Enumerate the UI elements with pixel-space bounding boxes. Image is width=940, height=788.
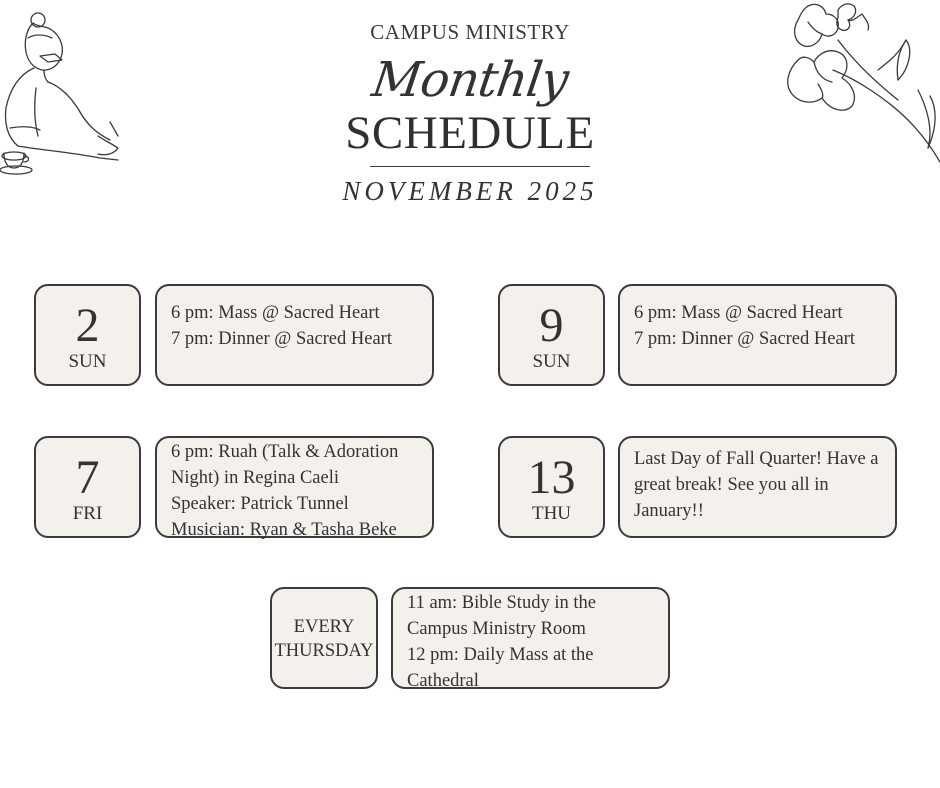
script-title: Monthly [368, 52, 572, 108]
recurring-label-box [270, 587, 378, 689]
event-day-of-week: SUN [532, 351, 571, 372]
event-date-number: 7 [75, 451, 100, 504]
event-detail-line: 6 pm: Ruah (Talk & Adoration Night) in Regina Caeli [171, 442, 399, 488]
event-detail-line: Last Day of Fall Quarter! Have a great break! See you all in January!! [634, 449, 879, 521]
organization-name: CAMPUS MINISTRY [370, 20, 570, 44]
recurring-label-line: EVERY [293, 617, 355, 637]
event-day-of-week: SUN [68, 351, 107, 372]
event-details-box [618, 436, 897, 538]
event-detail-line: 6 pm: Mass @ Sacred Heart [171, 303, 380, 323]
event-detail-line: 7 pm: Dinner @ Sacred Heart [634, 329, 855, 349]
recurring-label-line: THURSDAY [274, 641, 374, 661]
event-detail-line: Speaker: Patrick Tunnel [171, 494, 349, 514]
event-day-of-week: FRI [72, 503, 103, 524]
event-detail-line: 6 pm: Mass @ Sacred Heart [634, 303, 843, 323]
page-title: SCHEDULE [345, 107, 595, 159]
event-detail-line: 7 pm: Dinner @ Sacred Heart [171, 329, 392, 349]
recurring-details-box [391, 587, 670, 689]
recurring-detail-line: 11 am: Bible Study in the Campus Ministry Room [407, 593, 596, 639]
event-date-box [34, 436, 141, 538]
title-divider [370, 166, 590, 167]
recurring-detail-line: 12 pm: Daily Mass at the Cathedral [407, 645, 594, 691]
event-details-box [618, 284, 897, 386]
event-date-box [498, 284, 605, 386]
event-details-box [155, 436, 434, 538]
event-date-number: 2 [75, 299, 100, 352]
event-date-number: 9 [539, 299, 564, 352]
event-day-of-week: THU [531, 503, 572, 524]
event-date-box [34, 284, 141, 386]
event-date-number: 13 [527, 451, 576, 504]
event-date-box [498, 436, 605, 538]
event-detail-line: Musician: Ryan & Tasha Beke [171, 520, 397, 540]
event-details-box [155, 284, 434, 386]
month-year: NOVEMBER 2025 [342, 176, 598, 206]
